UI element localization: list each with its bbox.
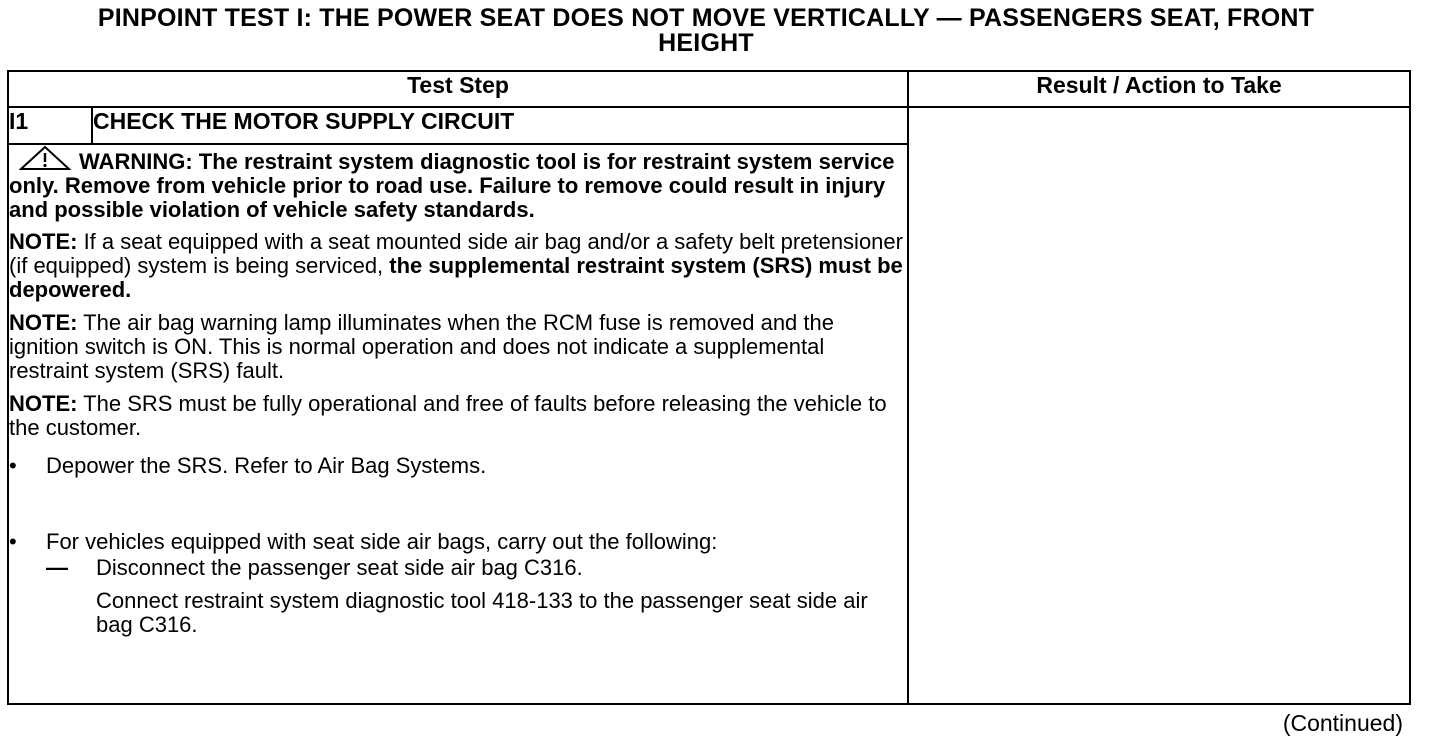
note-3 (9, 392, 907, 440)
sub-item-1-text: Disconnect the passenger seat side air bag C316. (96, 555, 583, 580)
sub-item-1-mark: — (46, 555, 68, 580)
note-3-label: NOTE: (9, 391, 78, 416)
note-1-text: If a seat equipped with a seat mounted side air bag and/or a safety belt pretensioner (if equipped) system is being serviced, (9, 229, 903, 278)
note-1-bold: the supplemental restraint system (SRS) must be depowered. (9, 253, 903, 302)
page-title (0, 6, 1412, 56)
page-title-line1: PINPOINT TEST I: THE POWER SEAT DOES NOT MOVE VERTICALLY — PASSENGERS SEAT, FRONT (97, 4, 1315, 32)
bullet-1-text: Depower the SRS. Refer to Air Bag Systems. (46, 453, 487, 478)
pinpoint-test-table (7, 70, 1411, 705)
bullet-2-text: For vehicles equipped with seat side air bags, carry out the following: (46, 529, 718, 554)
note-2 (9, 311, 907, 383)
note-2-text: The air bag warning lamp illuminates when the RCM fuse is removed and the ignition switch is ON. This is normal operation and does not indicate a supplemental restraint system (SRS) fault. (9, 310, 834, 383)
header-test-step: Test Step (8, 71, 908, 107)
continued-label: (Continued) (1282, 710, 1403, 736)
sub-item-1 (46, 556, 907, 580)
bullet-1-mark: • (9, 453, 17, 478)
note-1-label: NOTE: (9, 229, 78, 254)
step-id: I1 (8, 107, 92, 144)
step-title: CHECK THE MOTOR SUPPLY CIRCUIT (92, 107, 908, 144)
sub-item-1-continued-text: Connect restraint system diagnostic tool 418-133 to the passenger seat side air bag C316. (96, 588, 868, 637)
note-3-text: The SRS must be fully operational and free of faults before releasing the vehicle to the customer. (9, 391, 887, 440)
result-action-cell (908, 107, 1410, 704)
bullet-1 (9, 454, 907, 478)
sub-item-1-continued (46, 589, 907, 637)
warning-text: WARNING: The restraint system diagnostic tool is for restraint system service only. Remove from vehicle prior to road use. Failure to remove could result in injury and possible violation of vehicle safety standards. (9, 149, 895, 222)
header-result-action: Result / Action to Take (908, 71, 1410, 107)
sub-list (9, 556, 907, 637)
warning-block (9, 145, 907, 222)
warning-triangle-icon (19, 145, 71, 171)
bullet-2 (9, 530, 907, 554)
page-title-line2: HEIGHT (658, 29, 754, 57)
note-1 (9, 230, 907, 302)
bullet-2-mark: • (9, 529, 17, 554)
step-content (8, 144, 908, 704)
note-2-label: NOTE: (9, 310, 78, 335)
